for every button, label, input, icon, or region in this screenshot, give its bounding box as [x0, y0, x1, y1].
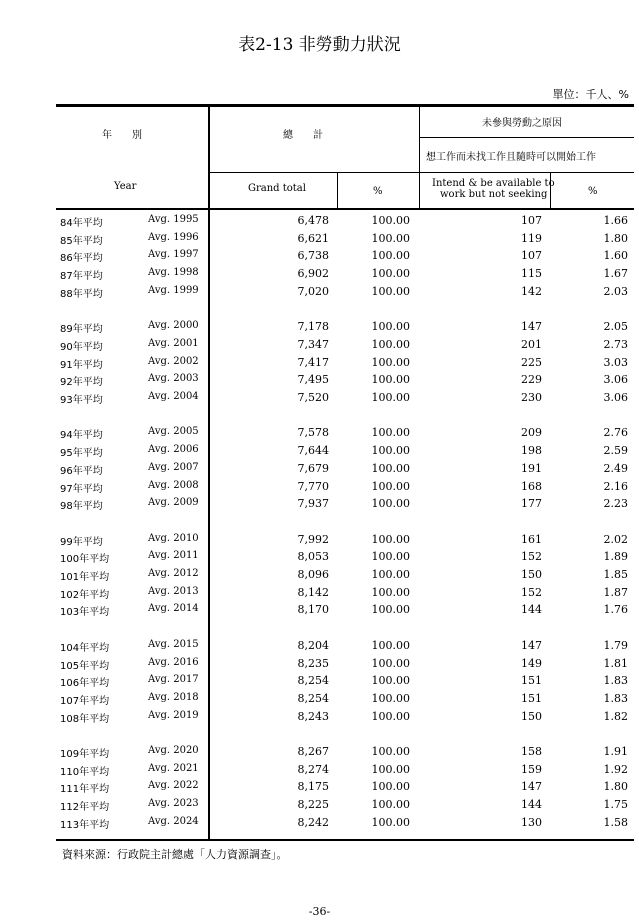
table-row — [0, 798, 639, 815]
row-total-pct: 100.00 — [371, 550, 410, 564]
table-row — [0, 568, 639, 585]
row-grand-total: 6,621 — [297, 231, 329, 245]
header-reason-group: 未參與勞動之原因 — [482, 118, 562, 129]
table-row — [0, 657, 639, 674]
row-year: 84年平均 — [60, 218, 103, 229]
table-row — [0, 356, 639, 373]
row-total-pct: 100.00 — [371, 638, 410, 652]
row-grand-total: 7,178 — [297, 320, 329, 334]
table-row — [0, 497, 639, 514]
table-row — [0, 249, 639, 266]
row-year: 88年平均 — [60, 288, 103, 300]
table-row — [0, 426, 639, 443]
row-year: 105年平均 — [60, 660, 110, 672]
table-row — [0, 603, 639, 620]
row-intend-count: 168 — [521, 479, 542, 493]
row-grand-total: 8,274 — [297, 762, 329, 776]
row-grand-total: 7,770 — [297, 479, 329, 493]
table-row — [0, 285, 639, 302]
table-row — [0, 320, 639, 337]
row-grand-total: 8,267 — [297, 745, 329, 758]
row-grand-total: 8,142 — [297, 585, 329, 599]
row-avg-year: Avg. 2016 — [148, 656, 199, 668]
row-grand-total: 6,902 — [297, 267, 329, 281]
row-intend-pct: 2.16 — [603, 479, 628, 493]
row-total-pct: 100.00 — [371, 426, 410, 440]
row-intend-pct: 1.87 — [603, 585, 628, 599]
reason-group-divider — [420, 137, 634, 138]
row-year: 93年平均 — [60, 395, 103, 406]
table-row — [0, 391, 639, 408]
row-intend-count: 107 — [521, 249, 542, 263]
row-intend-pct: 3.06 — [603, 373, 628, 387]
row-intend-count: 151 — [521, 674, 542, 688]
row-intend-pct: 1.83 — [603, 691, 628, 705]
table-row — [0, 373, 639, 390]
row-total-pct: 100.00 — [371, 815, 410, 829]
row-year: 98年平均 — [60, 501, 103, 513]
header-year-en: Year — [114, 181, 137, 192]
row-grand-total: 7,992 — [297, 532, 329, 546]
total-column-divider — [419, 106, 420, 209]
row-total-pct: 100.00 — [371, 603, 410, 617]
page-number: -36- — [308, 905, 331, 918]
row-year: 102年平均 — [60, 589, 110, 601]
row-year: 106年平均 — [60, 678, 110, 690]
row-avg-year: Avg. 2022 — [148, 780, 199, 792]
row-grand-total: 7,520 — [297, 391, 329, 404]
row-intend-pct: 1.80 — [603, 780, 628, 794]
row-intend-count: 144 — [521, 603, 542, 617]
table-row — [0, 533, 639, 550]
row-avg-year: Avg. 2009 — [148, 497, 199, 509]
total-pct-divider — [337, 172, 338, 209]
row-avg-year: Avg. 1996 — [148, 231, 199, 243]
row-avg-year: Avg. 2018 — [148, 691, 199, 703]
row-total-pct: 100.00 — [371, 568, 410, 581]
row-year: 96年平均 — [60, 465, 103, 477]
table-row — [0, 444, 639, 461]
row-grand-total: 8,254 — [297, 691, 329, 705]
row-intend-count: 147 — [521, 780, 542, 794]
row-intend-pct: 2.05 — [603, 320, 628, 334]
row-avg-year: Avg. 2013 — [148, 585, 199, 597]
row-intend-count: 147 — [521, 638, 542, 652]
row-avg-year: Avg. 2010 — [148, 532, 199, 544]
row-grand-total: 7,020 — [297, 284, 329, 298]
row-intend-count: 209 — [521, 426, 542, 440]
header-intend-zh: 想工作而未找工作且隨時可以開始工作 — [426, 152, 596, 163]
row-grand-total: 8,175 — [297, 780, 329, 794]
row-total-pct: 100.00 — [371, 444, 410, 458]
row-intend-pct: 1.60 — [603, 249, 628, 263]
row-intend-count: 115 — [521, 267, 542, 281]
row-year: 100年平均 — [60, 554, 110, 566]
table-row — [0, 816, 639, 833]
row-intend-pct: 1.83 — [603, 674, 628, 688]
table-row — [0, 462, 639, 479]
row-year: 103年平均 — [60, 607, 110, 619]
row-avg-year: Avg. 2019 — [148, 709, 199, 721]
row-total-pct: 100.00 — [371, 762, 410, 776]
row-intend-count: 177 — [521, 497, 542, 511]
row-grand-total: 7,578 — [297, 426, 329, 440]
reason-subheader-divider — [210, 172, 634, 173]
table-row — [0, 745, 639, 762]
row-intend-count: 225 — [521, 355, 542, 369]
header-total-pct: % — [373, 186, 383, 197]
row-avg-year: Avg. 2014 — [148, 603, 199, 615]
row-intend-pct: 1.79 — [603, 638, 628, 652]
row-grand-total: 7,347 — [297, 337, 329, 351]
table-row — [0, 586, 639, 603]
header-bottom-rule — [56, 208, 634, 210]
table-row — [0, 710, 639, 727]
row-year: 99年平均 — [60, 536, 103, 548]
row-intend-pct: 3.03 — [603, 355, 628, 369]
row-year: 107年平均 — [60, 695, 110, 707]
row-avg-year: Avg. 2007 — [148, 461, 199, 473]
row-year: 94年平均 — [60, 430, 103, 442]
row-avg-year: Avg. 2012 — [148, 568, 199, 579]
row-total-pct: 100.00 — [371, 214, 410, 227]
row-intend-pct: 1.75 — [603, 798, 628, 812]
header-total-zh: 總 計 — [283, 130, 323, 141]
row-avg-year: Avg. 2020 — [148, 745, 199, 756]
row-grand-total: 7,679 — [297, 461, 329, 475]
row-intend-count: 150 — [521, 709, 542, 723]
row-year: 85年平均 — [60, 235, 103, 247]
row-intend-count: 130 — [521, 815, 542, 829]
row-intend-pct: 2.59 — [603, 444, 628, 458]
row-avg-year: Avg. 2000 — [148, 320, 199, 332]
row-avg-year: Avg. 2021 — [148, 762, 199, 774]
row-intend-count: 151 — [521, 691, 542, 705]
row-total-pct: 100.00 — [371, 479, 410, 493]
row-intend-pct: 2.73 — [603, 337, 628, 351]
row-total-pct: 100.00 — [371, 798, 410, 812]
row-grand-total: 8,096 — [297, 568, 329, 581]
row-total-pct: 100.00 — [371, 497, 410, 511]
row-intend-pct: 2.23 — [603, 497, 628, 511]
unit-label: 單位：千人、% — [552, 88, 629, 101]
header-intend-en-1: Intend & be available to — [432, 178, 555, 189]
row-intend-pct: 1.67 — [603, 267, 628, 281]
row-intend-count: 119 — [521, 231, 542, 245]
table-row — [0, 692, 639, 709]
row-grand-total: 6,478 — [297, 214, 329, 227]
row-grand-total: 8,204 — [297, 638, 329, 652]
row-intend-count: 142 — [521, 284, 542, 298]
row-grand-total: 7,937 — [297, 497, 329, 511]
row-year: 91年平均 — [60, 359, 103, 371]
row-intend-count: 229 — [521, 373, 542, 387]
row-grand-total: 8,235 — [297, 656, 329, 670]
row-avg-year: Avg. 1999 — [148, 284, 199, 296]
row-year: 97年平均 — [60, 483, 103, 495]
row-total-pct: 100.00 — [371, 284, 410, 298]
table-row — [0, 214, 639, 231]
row-year: 111年平均 — [60, 784, 110, 796]
row-intend-pct: 3.06 — [603, 391, 628, 404]
row-intend-count: 230 — [521, 391, 542, 404]
row-avg-year: Avg. 1995 — [148, 214, 199, 225]
row-intend-count: 158 — [521, 745, 542, 758]
table-row — [0, 550, 639, 567]
row-grand-total: 7,417 — [297, 355, 329, 369]
row-total-pct: 100.00 — [371, 656, 410, 670]
row-grand-total: 8,242 — [297, 815, 329, 829]
row-intend-pct: 1.76 — [603, 603, 628, 617]
row-avg-year: Avg. 2023 — [148, 798, 199, 810]
row-total-pct: 100.00 — [371, 320, 410, 334]
row-year: 90年平均 — [60, 341, 103, 353]
row-intend-pct: 1.58 — [603, 815, 628, 829]
row-avg-year: Avg. 2005 — [148, 426, 199, 438]
table-row — [0, 267, 639, 284]
row-intend-pct: 1.89 — [603, 550, 628, 564]
row-avg-year: Avg. 2002 — [148, 355, 199, 367]
header-intend-pct: % — [588, 186, 598, 197]
row-year: 112年平均 — [60, 802, 110, 814]
row-total-pct: 100.00 — [371, 249, 410, 263]
row-intend-pct: 1.81 — [603, 656, 628, 670]
row-total-pct: 100.00 — [371, 709, 410, 723]
row-grand-total: 8,254 — [297, 674, 329, 688]
row-avg-year: Avg. 2001 — [148, 337, 199, 349]
row-total-pct: 100.00 — [371, 745, 410, 758]
row-intend-pct: 2.02 — [603, 532, 628, 546]
row-grand-total: 8,225 — [297, 798, 329, 812]
row-intend-count: 201 — [521, 337, 542, 351]
row-grand-total: 8,243 — [297, 709, 329, 723]
row-intend-pct: 2.49 — [603, 461, 628, 475]
row-grand-total: 7,495 — [297, 373, 329, 387]
row-total-pct: 100.00 — [371, 373, 410, 387]
row-grand-total: 6,738 — [297, 249, 329, 263]
header-year-zh: 年 別 — [102, 130, 142, 141]
header-intend-en-2: work but not seeking — [440, 189, 548, 200]
table-row — [0, 780, 639, 797]
table-row — [0, 639, 639, 656]
row-year: 87年平均 — [60, 271, 103, 283]
header-total-en: Grand total — [248, 183, 306, 194]
row-intend-count: 147 — [521, 320, 542, 334]
row-intend-pct: 1.66 — [603, 214, 628, 227]
row-total-pct: 100.00 — [371, 461, 410, 475]
row-year: 110年平均 — [60, 766, 110, 778]
row-total-pct: 100.00 — [371, 674, 410, 688]
row-total-pct: 100.00 — [371, 337, 410, 351]
row-year: 113年平均 — [60, 819, 110, 831]
table-row — [0, 763, 639, 780]
row-year: 109年平均 — [60, 749, 110, 760]
row-avg-year: Avg. 2015 — [148, 638, 199, 650]
row-avg-year: Avg. 2003 — [148, 373, 199, 385]
row-intend-pct: 2.76 — [603, 426, 628, 440]
row-year: 92年平均 — [60, 377, 103, 389]
row-avg-year: Avg. 1997 — [148, 249, 199, 261]
row-intend-count: 107 — [521, 214, 542, 227]
row-avg-year: Avg. 2004 — [148, 391, 199, 402]
row-intend-count: 198 — [521, 444, 542, 458]
row-intend-count: 149 — [521, 656, 542, 670]
row-year: 108年平均 — [60, 713, 110, 725]
row-total-pct: 100.00 — [371, 355, 410, 369]
table-row — [0, 232, 639, 249]
row-total-pct: 100.00 — [371, 691, 410, 705]
row-intend-count: 150 — [521, 568, 542, 581]
row-total-pct: 100.00 — [371, 585, 410, 599]
table-row — [0, 338, 639, 355]
row-avg-year: Avg. 2024 — [148, 815, 199, 827]
row-intend-count: 159 — [521, 762, 542, 776]
row-grand-total: 8,170 — [297, 603, 329, 617]
row-total-pct: 100.00 — [371, 231, 410, 245]
page-title: 表2-13 非勞動力狀況 — [238, 35, 401, 55]
row-year: 95年平均 — [60, 448, 103, 460]
row-grand-total: 8,053 — [297, 550, 329, 564]
row-intend-count: 191 — [521, 461, 542, 475]
row-total-pct: 100.00 — [371, 532, 410, 546]
row-intend-count: 152 — [521, 550, 542, 564]
row-year: 101年平均 — [60, 572, 110, 583]
row-avg-year: Avg. 2011 — [148, 550, 199, 562]
source-note: 資料來源：行政院主計總處「人力資源調查」。 — [62, 848, 288, 861]
row-avg-year: Avg. 2006 — [148, 444, 199, 456]
row-intend-count: 152 — [521, 585, 542, 599]
row-year: 104年平均 — [60, 642, 110, 654]
row-intend-pct: 1.92 — [603, 762, 628, 776]
row-avg-year: Avg. 2008 — [148, 479, 199, 491]
row-avg-year: Avg. 1998 — [148, 267, 199, 279]
row-year: 89年平均 — [60, 324, 103, 336]
row-intend-pct: 1.91 — [603, 745, 628, 758]
row-total-pct: 100.00 — [371, 780, 410, 794]
row-intend-pct: 2.03 — [603, 284, 628, 298]
row-total-pct: 100.00 — [371, 267, 410, 281]
row-intend-count: 161 — [521, 532, 542, 546]
table-row — [0, 674, 639, 691]
row-intend-pct: 1.80 — [603, 231, 628, 245]
row-intend-pct: 1.82 — [603, 709, 628, 723]
row-grand-total: 7,644 — [297, 444, 329, 458]
row-intend-count: 144 — [521, 798, 542, 812]
table-top-rule — [56, 104, 634, 107]
table-bottom-rule — [56, 839, 634, 841]
row-intend-pct: 1.85 — [603, 568, 628, 581]
row-avg-year: Avg. 2017 — [148, 674, 199, 686]
row-total-pct: 100.00 — [371, 391, 410, 404]
table-row — [0, 480, 639, 497]
row-year: 86年平均 — [60, 253, 103, 265]
